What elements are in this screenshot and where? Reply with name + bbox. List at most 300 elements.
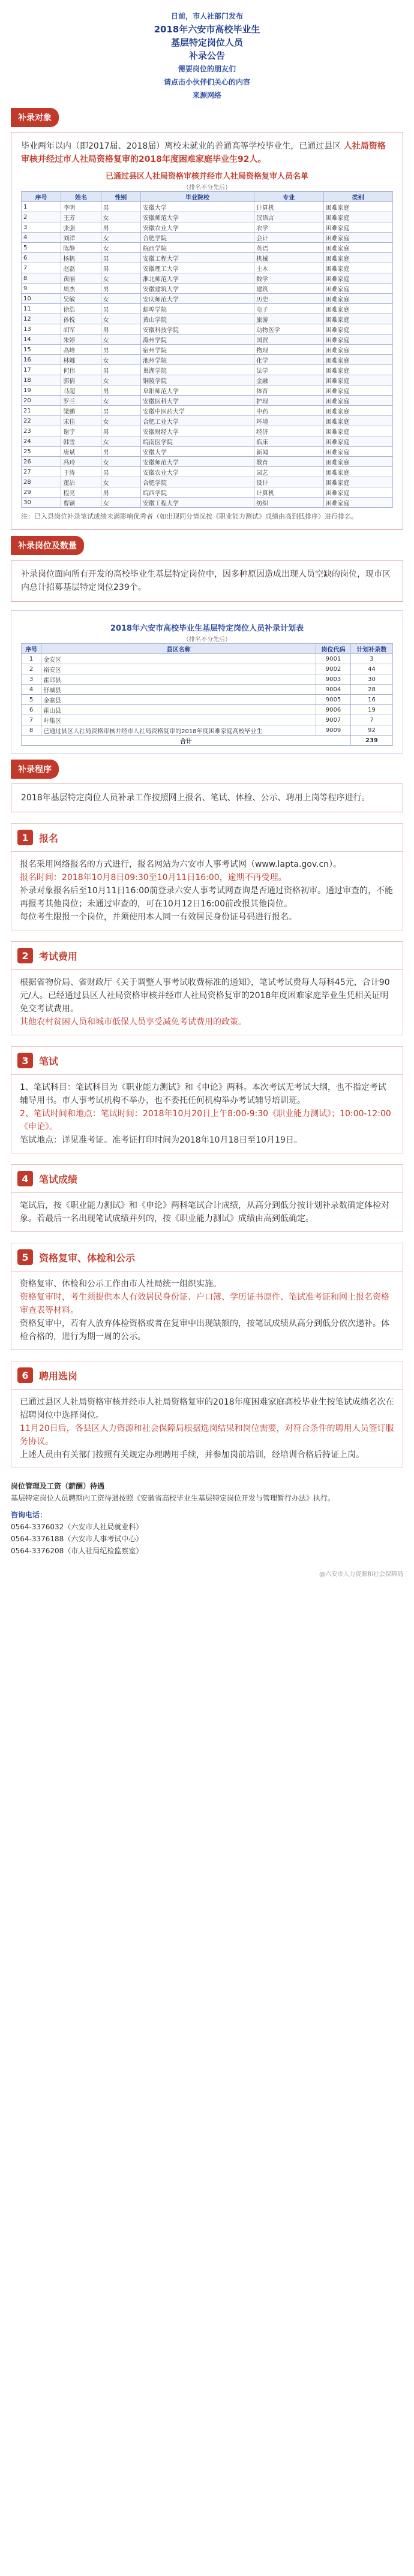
table-row — [22, 426, 393, 436]
table-cell: 男 — [101, 202, 140, 212]
table-cell: 环境 — [254, 416, 323, 426]
table-cell: 4 — [22, 685, 41, 695]
step-title: 资格复审、体检和公示 — [39, 1252, 136, 1264]
table-cell: 28 — [350, 685, 392, 695]
table-cell: 困难家庭 — [323, 314, 393, 324]
table-cell: 周杰 — [61, 284, 101, 294]
table-cell: 男 — [101, 263, 140, 273]
table-row — [22, 385, 393, 396]
step-card — [11, 823, 403, 930]
table-cell: 6 — [22, 705, 41, 715]
table-cell: 园艺 — [254, 467, 323, 477]
table-cell: 女 — [101, 396, 140, 406]
step-title: 笔试成绩 — [39, 1173, 78, 1185]
table-cell: 9006 — [316, 705, 351, 715]
table-row — [22, 365, 393, 375]
step-body — [11, 1075, 403, 1153]
table-cell: 法学 — [254, 365, 323, 375]
table-cell: 困难家庭 — [323, 243, 393, 253]
step-paragraph: 2、笔试时间和地点：笔试时间：2018年10月20日上午8:00-9:30《职业能力测试》；10:00-12:00《申论》。 — [20, 1109, 391, 1132]
table-cell: 金安区 — [41, 654, 316, 664]
step-number: 4 — [17, 1171, 33, 1186]
table-cell: 困难家庭 — [323, 365, 393, 375]
table-cell: 化学 — [254, 355, 323, 365]
table-cell: 困难家庭 — [323, 426, 393, 436]
table-row — [22, 335, 393, 345]
table-cell: 困难家庭 — [323, 263, 393, 273]
table-cell: 女 — [101, 498, 140, 508]
table-cell: 阜阳师范大学 — [140, 385, 254, 396]
table-cell: 安徽工程大学 — [140, 253, 254, 263]
table-cell: 8 — [22, 273, 61, 284]
table-cell: 韩雪 — [61, 436, 101, 447]
step-card — [11, 1243, 403, 1350]
header-line: 来源网络 — [192, 91, 221, 100]
table-cell: 男 — [101, 426, 140, 436]
plan-total-value: 239 — [350, 736, 392, 746]
table-cell: 教育 — [254, 457, 323, 467]
table-cell: 困难家庭 — [323, 385, 393, 396]
step-body — [11, 1390, 403, 1468]
table-cell: 建筑 — [254, 284, 323, 294]
table-cell: 困难家庭 — [323, 294, 393, 304]
table-cell: 30 — [22, 498, 61, 508]
table-cell: 安徽理工大学 — [140, 263, 254, 273]
step-paragraph: 补录对象报名后至10月11日16:00前登录六安人事考试网查询是否通过资格初审。通过审查的，不能再报考其他岗位；未通过审查的，可在10月12日16:00前改报其他岗位。 — [20, 886, 393, 909]
table-cell: 英语 — [254, 243, 323, 253]
table-cell: 机械 — [254, 253, 323, 263]
table-cell: 女 — [101, 273, 140, 284]
step-number: 3 — [17, 1053, 33, 1068]
table-cell: 叶集区 — [41, 715, 316, 725]
table-row — [22, 304, 393, 314]
target-text-b: 人社局资格审核并经过市人社局资格复审的2018年度困难家庭毕业生92人。 — [21, 141, 386, 164]
table-cell: 2 — [22, 212, 61, 222]
procedure-card — [11, 784, 403, 812]
table-cell: 男 — [101, 487, 140, 498]
table-cell: 9003 — [316, 674, 351, 685]
table-row — [22, 355, 393, 365]
table-row — [22, 202, 393, 212]
name-table — [21, 191, 393, 508]
plan-total-label: 合计 — [22, 736, 351, 746]
table-cell: 7 — [22, 263, 61, 273]
step-paragraph: 资格复审中，若有人放弃体检资格或者在复审中出现缺额的，按笔试成绩从高分到低分依次递补。体检合格的，进行为期一周的公示。 — [20, 1319, 389, 1342]
step-title: 聘用选岗 — [39, 1370, 78, 1382]
table-cell: 设计 — [254, 477, 323, 487]
table-cell: 安徽大学 — [140, 202, 254, 212]
col-header: 计划补录数 — [350, 644, 392, 654]
footer — [11, 1480, 403, 1557]
table-cell: 计算机 — [254, 487, 323, 498]
table-cell: 皖西学院 — [140, 243, 254, 253]
table-cell: 霍山县 — [41, 705, 316, 715]
table-cell: 21 — [22, 406, 61, 416]
table-cell: 程亮 — [61, 487, 101, 498]
table-cell: 经济 — [254, 426, 323, 436]
table-row — [22, 416, 393, 426]
table-cell: 皖西学院 — [140, 487, 254, 498]
step-header — [11, 942, 403, 970]
table-cell: 陈静 — [61, 243, 101, 253]
step-number: 5 — [17, 1249, 33, 1265]
table-cell: 胡军 — [61, 324, 101, 335]
table-row — [22, 685, 393, 695]
table-cell: 22 — [22, 416, 61, 426]
table-cell: 困难家庭 — [323, 253, 393, 263]
col-header: 性别 — [101, 192, 140, 202]
step-header — [11, 1361, 403, 1390]
step-paragraph: 笔试后，按《职业能力测试》和《申论》两科笔试合计成绩，从高分到低分按计划补录数确定体检对象。若最后一名出现笔试成绩并列的，按《职业能力测试》成绩由高到低确定。 — [20, 1201, 389, 1224]
table-cell: 安徽师范大学 — [140, 457, 254, 467]
col-header: 姓名 — [61, 192, 101, 202]
step-paragraph: 上述人员由有关部门按照有关规定办理聘用手续，并参加岗前培训，经培训合格后持证上岗。 — [20, 1450, 364, 1460]
table-cell: 1 — [22, 202, 61, 212]
table-cell: 高峰 — [61, 345, 101, 355]
table-row — [22, 498, 393, 508]
step-paragraph: 每位考生限报一个岗位，并须使用本人同一有效居民身份证号码进行报名。 — [20, 912, 297, 922]
table-cell: 1 — [22, 654, 41, 664]
table-cell: 25 — [22, 447, 61, 457]
step-paragraph: 报名采用网络报名的方式进行，报名网站为六安市人事考试网（www.lapta.gov.cn）。 — [20, 860, 342, 869]
table-cell: 6 — [22, 253, 61, 263]
watermark: @六安市人力资源和社会保障局 — [319, 1571, 403, 1578]
step-title: 考试费用 — [39, 950, 78, 962]
step-paragraph: 其他农村贫困人员和城市低保人员享受减免考试费用的政策。 — [20, 1017, 247, 1027]
plan-table-title: 2018年六安市高校毕业生基层特定岗位人员补录计划表 — [110, 624, 304, 633]
target-text-a: 毕业两年以内（即2017届、2018届）离校未就业的普通高等学校毕业生，已通过县区 — [21, 141, 341, 151]
table-cell: 杨帆 — [61, 253, 101, 263]
table-cell: 困难家庭 — [323, 345, 393, 355]
table-cell: 女 — [101, 335, 140, 345]
table-cell: 黄丽 — [61, 273, 101, 284]
table-row — [22, 695, 393, 705]
table-cell: 徐浩 — [61, 304, 101, 314]
step-body — [11, 1272, 403, 1349]
positions-text: 补录岗位面向所有开发的高校毕业生基层特定岗位中，因多种原因造成出现人员空缺的岗位，现市区内总计招募基层特定岗位239个。 — [21, 570, 391, 592]
table-cell: 困难家庭 — [323, 233, 393, 243]
table-cell: 9 — [22, 284, 61, 294]
table-cell: 19 — [350, 705, 392, 715]
table-cell: 国贸 — [254, 335, 323, 345]
step-body — [11, 970, 403, 1035]
table-cell: 13 — [22, 324, 61, 335]
table-cell: 黄山学院 — [140, 314, 254, 324]
header-line: 补录公告 — [188, 50, 225, 61]
table-cell: 赵磊 — [61, 263, 101, 273]
table-cell: 铜陵学院 — [140, 375, 254, 385]
table-cell: 董洁 — [61, 477, 101, 487]
step-number: 2 — [17, 948, 33, 963]
table-row — [22, 705, 393, 715]
table-cell: 女 — [101, 294, 140, 304]
table-cell: 池州学院 — [140, 355, 254, 365]
table-cell: 旅游 — [254, 314, 323, 324]
table-row — [22, 222, 393, 233]
step-card — [11, 941, 403, 1035]
header-line: 请点击小伙伴们关心的内容 — [163, 78, 250, 86]
footer-text: 基层特定岗位人员聘期内工资待遇按照《安徽省高校毕业生基层特定岗位开发与管理暂行办法》执行。 — [11, 1494, 335, 1502]
table-cell: 困难家庭 — [323, 457, 393, 467]
table-cell: 朱婷 — [61, 335, 101, 345]
table-cell: 护理 — [254, 396, 323, 406]
table-row — [22, 457, 393, 467]
table-cell: 张强 — [61, 222, 101, 233]
table-row — [22, 284, 393, 294]
table-cell: 合肥学院 — [140, 477, 254, 487]
table-row — [22, 294, 393, 304]
col-header: 序号 — [22, 192, 61, 202]
plan-total-row — [22, 736, 393, 746]
table-cell: 3 — [22, 674, 41, 685]
table-row — [22, 253, 393, 263]
table-cell: 宋佳 — [61, 416, 101, 426]
table-cell: 困难家庭 — [323, 406, 393, 416]
table-cell: 谢宇 — [61, 426, 101, 436]
table-cell: 24 — [22, 436, 61, 447]
table-cell: 刘洋 — [61, 233, 101, 243]
table-cell: 女 — [101, 375, 140, 385]
step-paragraph: 资格复审时，考生须提供本人有效居民身份证、户口簿、学历证书原件、笔试准考证和网上报名资格审查表等材料。 — [20, 1292, 389, 1315]
section-procedure-title: 补录程序 — [11, 760, 59, 779]
table-cell: 困难家庭 — [323, 324, 393, 335]
col-header: 序号 — [22, 644, 41, 654]
table-row — [22, 345, 393, 355]
table-cell: 女 — [101, 477, 140, 487]
table-cell: 物理 — [254, 345, 323, 355]
table-row — [22, 263, 393, 273]
table-cell: 何伟 — [61, 365, 101, 375]
table-cell: 马超 — [61, 385, 101, 396]
step-paragraph: 报名时间：2018年10月8日09:30至10月11日16:00，逾期不再受理。 — [20, 873, 287, 882]
table-cell: 7 — [22, 715, 41, 725]
step-paragraph: 已通过县区人社局资格审核并经市人社局资格复审的2018年度困难家庭高校毕业生按笔试成绩名次在招聘岗位中选择岗位。 — [20, 1397, 394, 1420]
table-cell: 男 — [101, 345, 140, 355]
col-header: 专业 — [254, 192, 323, 202]
col-header: 毕业院校 — [140, 192, 254, 202]
table-cell: 曹颖 — [61, 498, 101, 508]
table-cell: 已通过县区人社局资格审核并经市人社局资格复审的2018年度困难家庭高校毕业生 — [41, 725, 316, 736]
target-text — [21, 140, 393, 166]
table-cell: 男 — [101, 222, 140, 233]
table-cell: 困难家庭 — [323, 212, 393, 222]
table-row — [22, 487, 393, 498]
table-cell: 舒城县 — [41, 685, 316, 695]
table-cell: 安徽农业大学 — [140, 222, 254, 233]
table-row — [22, 664, 393, 674]
table-row — [22, 406, 393, 416]
table-cell: 困难家庭 — [323, 467, 393, 477]
step-card — [11, 1164, 403, 1232]
table-cell: 男 — [101, 253, 140, 263]
table-cell: 困难家庭 — [323, 222, 393, 233]
table-cell: 23 — [22, 426, 61, 436]
table-cell: 梁鹏 — [61, 406, 101, 416]
footer-contact: 0564-3376188（六安市人事考试中心） — [11, 1535, 143, 1543]
table-cell: 孙悦 — [61, 314, 101, 324]
table-cell: 男 — [101, 406, 140, 416]
target-card — [11, 132, 403, 530]
step-number: 6 — [17, 1367, 33, 1383]
step-body — [11, 852, 403, 930]
table-cell: 安徽财经大学 — [140, 426, 254, 436]
header-line: 日前，市人社部门发布 — [170, 12, 243, 20]
col-header: 县区名称 — [41, 644, 316, 654]
table-cell: 计算机 — [254, 202, 323, 212]
table-row — [22, 396, 393, 406]
table-row — [22, 436, 393, 447]
table-cell: 困难家庭 — [323, 304, 393, 314]
table-cell: 困难家庭 — [323, 273, 393, 284]
table-cell: 皖南医学院 — [140, 436, 254, 447]
plan-table-body — [22, 654, 393, 736]
table-cell: 体育 — [254, 385, 323, 396]
table-cell: 会计 — [254, 233, 323, 243]
table-cell: 9004 — [316, 685, 351, 695]
list-notice: 注：已入县岗位补录笔试成绩未满影响优秀者（如出现同分情况按《职业能力测试》成绩由高到低排序）进行排名。 — [21, 513, 358, 520]
table-cell: 男 — [101, 324, 140, 335]
table-row — [22, 725, 393, 736]
table-cell: 7 — [350, 715, 392, 725]
table-cell: 安徽大学 — [140, 447, 254, 457]
table-row — [22, 654, 393, 664]
table-cell: 淮北师范大学 — [140, 273, 254, 284]
table-cell: 困难家庭 — [323, 436, 393, 447]
table-cell: 9005 — [316, 695, 351, 705]
table-cell: 9002 — [316, 664, 351, 674]
step-header — [11, 1047, 403, 1075]
footer-contact: 0564-3376208（市人社局纪检监察室） — [11, 1547, 143, 1555]
table-cell: 5 — [22, 695, 41, 705]
table-cell: 困难家庭 — [323, 477, 393, 487]
table-cell: 11 — [22, 304, 61, 314]
step-header — [11, 1165, 403, 1193]
plan-table-header — [22, 644, 393, 654]
table-cell: 郭倩 — [61, 375, 101, 385]
table-cell: 27 — [22, 467, 61, 477]
table-cell: 滁州学院 — [140, 335, 254, 345]
table-cell: 冯玲 — [61, 457, 101, 467]
table-cell: 困难家庭 — [323, 487, 393, 498]
plan-card — [11, 610, 403, 754]
table-cell: 安徽医科大学 — [140, 396, 254, 406]
table-cell: 李明 — [61, 202, 101, 212]
plan-table — [21, 643, 393, 746]
table-cell: 困难家庭 — [323, 416, 393, 426]
header-line: 2018年六安市高校毕业生 — [154, 24, 260, 35]
table-cell: 16 — [350, 695, 392, 705]
table-cell: 纺织 — [254, 498, 323, 508]
steps-container — [0, 823, 414, 1468]
table-cell: 临床 — [254, 436, 323, 447]
table-cell: 土木 — [254, 263, 323, 273]
table-cell: 于涛 — [61, 467, 101, 477]
table-row — [22, 314, 393, 324]
table-cell: 17 — [22, 365, 61, 375]
table-row — [22, 324, 393, 335]
positions-card — [11, 560, 403, 602]
table-cell: 男 — [101, 385, 140, 396]
col-header: 类别 — [323, 192, 393, 202]
table-cell: 农学 — [254, 222, 323, 233]
table-cell: 女 — [101, 314, 140, 324]
table-cell: 巢湖学院 — [140, 365, 254, 375]
step-paragraph: 1、笔试科目：笔试科目为《职业能力测试》和《申论》两科。本次考试无考试大纲，也不指定考试辅导用书。市人事考试机构不举办，也不委托任何机构举办考试辅导培训班。 — [20, 1083, 386, 1105]
header-line: 基层特定岗位人员 — [170, 37, 243, 48]
table-cell: 王芳 — [61, 212, 101, 222]
footer-contact-title: 咨询电话： — [11, 1511, 47, 1519]
table-cell: 2 — [22, 664, 41, 674]
footer-heading: 岗位管理及工资（薪酬）待遇 — [11, 1482, 105, 1490]
table-cell: 男 — [101, 284, 140, 294]
table-cell: 困难家庭 — [323, 202, 393, 212]
step-card — [11, 1046, 403, 1153]
name-list-title: 已通过县区人社局资格审核并经市人社局资格复审人员名单 — [105, 172, 308, 181]
table-cell: 金融 — [254, 375, 323, 385]
step-number: 1 — [17, 830, 33, 845]
name-table-header — [22, 192, 393, 202]
table-cell: 3 — [350, 654, 392, 664]
table-cell: 女 — [101, 355, 140, 365]
table-cell: 20 — [22, 396, 61, 406]
table-cell: 数学 — [254, 273, 323, 284]
table-cell: 女 — [101, 457, 140, 467]
table-cell: 林娜 — [61, 355, 101, 365]
table-cell: 男 — [101, 304, 140, 314]
table-cell: 男 — [101, 467, 140, 477]
table-cell: 男 — [101, 365, 140, 375]
table-cell: 安庆师范大学 — [140, 294, 254, 304]
table-row — [22, 674, 393, 685]
table-cell: 金寨县 — [41, 695, 316, 705]
table-cell: 30 — [350, 674, 392, 685]
table-cell: 困难家庭 — [323, 355, 393, 365]
table-row — [22, 715, 393, 725]
table-cell: 困难家庭 — [323, 284, 393, 294]
table-row — [22, 233, 393, 243]
table-cell: 16 — [22, 355, 61, 365]
table-cell: 28 — [22, 477, 61, 487]
table-row — [22, 243, 393, 253]
table-cell: 安徽科技学院 — [140, 324, 254, 335]
table-cell: 安徽农业大学 — [140, 467, 254, 477]
table-cell: 动物医学 — [254, 324, 323, 335]
step-body — [11, 1193, 403, 1231]
table-cell: 困难家庭 — [323, 447, 393, 457]
table-row — [22, 467, 393, 477]
table-cell: 18 — [22, 375, 61, 385]
table-cell: 唐斌 — [61, 447, 101, 457]
table-cell: 历史 — [254, 294, 323, 304]
table-cell: 蚌埠学院 — [140, 304, 254, 314]
table-row — [22, 447, 393, 457]
table-cell: 5 — [22, 243, 61, 253]
table-cell: 10 — [22, 294, 61, 304]
step-title: 笔试 — [39, 1055, 59, 1067]
table-cell: 合肥工业大学 — [140, 416, 254, 426]
table-cell: 安徽师范大学 — [140, 212, 254, 222]
step-card — [11, 1361, 403, 1468]
table-cell: 8 — [22, 725, 41, 736]
table-cell: 男 — [101, 447, 140, 457]
table-cell: 92 — [350, 725, 392, 736]
table-cell: 19 — [22, 385, 61, 396]
step-header — [11, 1243, 403, 1272]
table-cell: 安徽建筑大学 — [140, 284, 254, 294]
section-positions-title: 补录岗位及数量 — [11, 536, 84, 555]
procedure-text: 2018年基层特定岗位人员补录工作按照网上报名、笔试、体检、公示、聘用上岗等程序进行。 — [21, 793, 370, 803]
table-cell: 9001 — [316, 654, 351, 664]
